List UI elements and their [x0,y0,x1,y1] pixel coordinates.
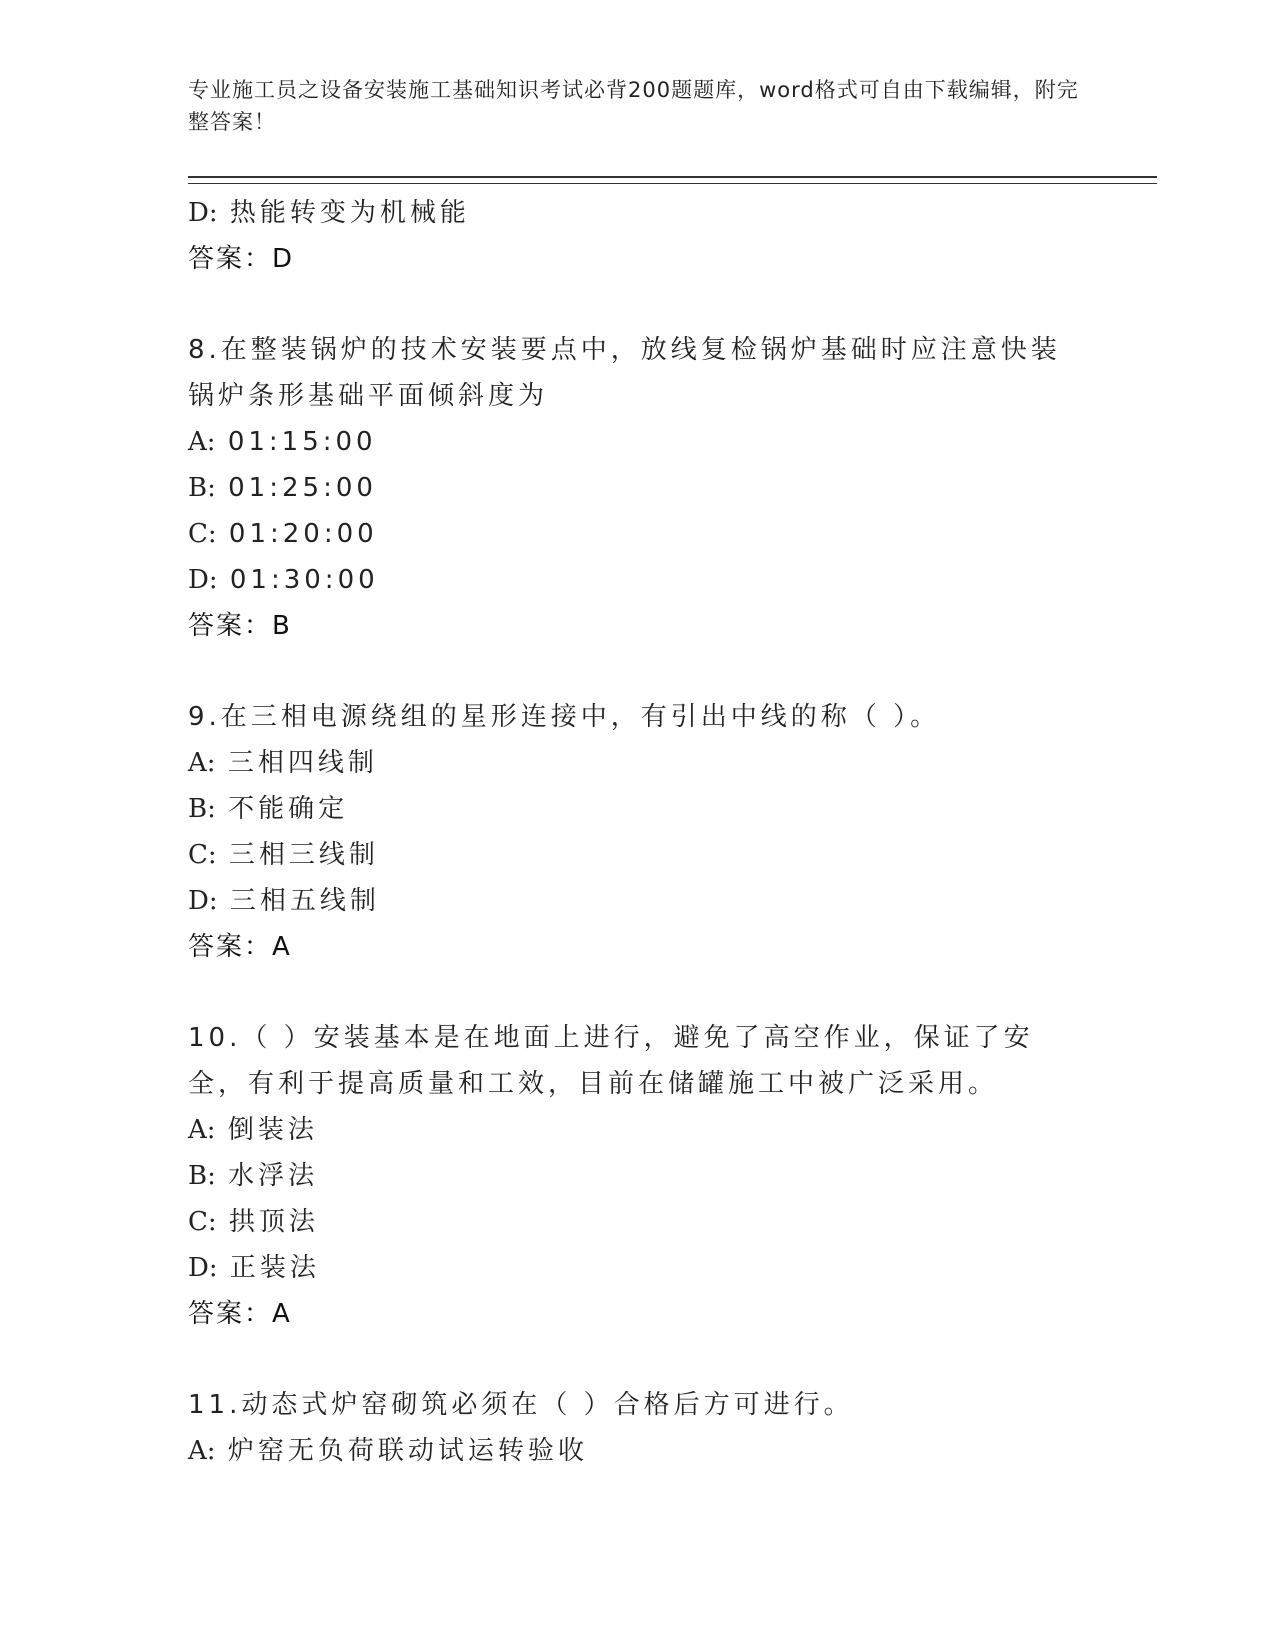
option-d-line [188,878,1088,924]
question-10 [188,1015,1088,1337]
option-key: C: [188,1207,217,1237]
answer-line: 答案：D [188,244,295,274]
option-key: D: [188,565,218,595]
option-key: D: [188,1253,218,1283]
option-a-line [188,740,1088,786]
option-d-line [188,190,1088,236]
question-stem: 9.在三相电源绕组的星形连接中，有引出中线的称（ ）。 [188,702,941,732]
option-key: A: [188,427,216,457]
option-text: 01:25:00 [228,473,377,503]
option-text: 01:30:00 [229,565,379,595]
question-stem: 8.在整装锅炉的技术安装要点中，放线复检锅炉基础时应注意快装锅炉条形基础平面倾斜度为 [188,335,1061,411]
option-text: 正装法 [229,1253,320,1283]
question-9 [188,694,1088,970]
option-a-line [188,419,1088,465]
question-content [188,190,1088,1474]
option-key: B: [188,473,216,503]
option-text: 倒装法 [227,1115,318,1145]
option-a-line [188,1107,1088,1153]
option-key: A: [188,1115,216,1145]
answer-line: 答案：A [188,932,292,962]
option-text: 拱顶法 [228,1207,319,1237]
option-c-line [188,832,1088,878]
option-key: C: [188,519,217,549]
document-header: 专业施工员之设备安装施工基础知识考试必背200题题库，word格式可自由下载编辑，附完整答案！ [188,78,1079,134]
option-key: C: [188,840,217,870]
option-text: 01:20:00 [228,519,378,549]
question-11 [188,1382,1088,1474]
option-key: D: [188,886,218,916]
option-text: 三相三线制 [228,840,379,870]
header-divider-thin [188,183,1157,184]
option-text: 炉窑无负荷联动试运转验收 [227,1436,588,1466]
option-b-line [188,465,1088,511]
option-d-line [188,1245,1088,1291]
option-key: D: [188,198,218,228]
option-key: A: [188,1436,216,1466]
option-a-line [188,1428,1088,1474]
question-stem: 10.（ ）安装基本是在地面上进行，避免了高空作业，保证了安全，有利于提高质量和工效，目前在储罐施工中被广泛采用。 [188,1023,1034,1099]
option-key: B: [188,1161,216,1191]
option-text: 三相五线制 [229,886,380,916]
question-8 [188,327,1088,649]
header-divider-thick [188,176,1157,178]
option-text: 三相四线制 [227,748,378,778]
answer-line: 答案：A [188,1299,292,1329]
option-c-line [188,1199,1088,1245]
option-b-line [188,1153,1088,1199]
option-text: 01:15:00 [227,427,377,457]
option-text: 水浮法 [228,1161,319,1191]
option-key: B: [188,794,216,824]
option-key: A: [188,748,216,778]
answer-line: 答案：B [188,611,292,641]
option-c-line [188,511,1088,557]
question-stem: 11.动态式炉窑砌筑必须在（ ）合格后方可进行。 [188,1390,854,1420]
option-text: 不能确定 [228,794,349,824]
option-d-line [188,557,1088,603]
option-text: 热能转变为机械能 [229,198,470,228]
option-b-line [188,786,1088,832]
